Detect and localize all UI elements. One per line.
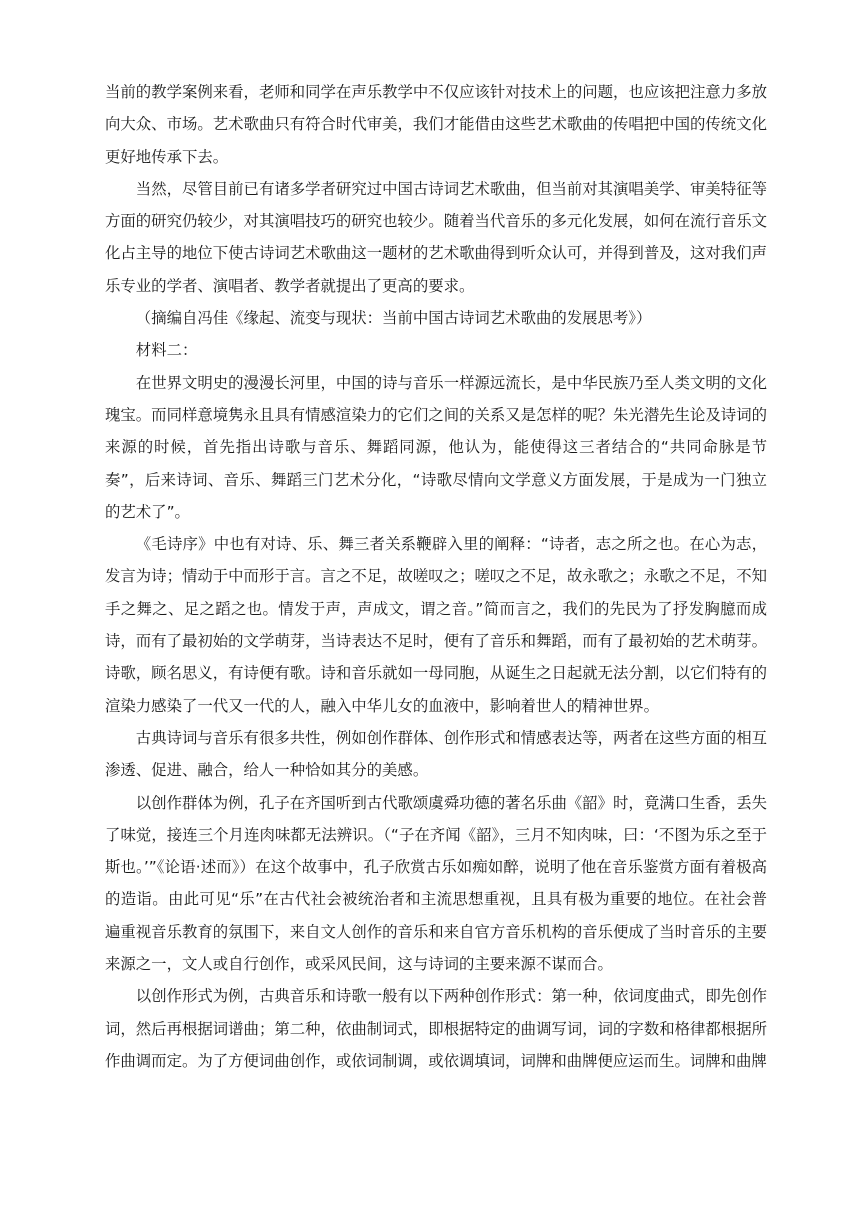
document-page: [105, 76, 767, 1077]
paragraph: 古典诗词与音乐有很多共性，例如创作群体、创作形式和情感表达等，两者在这些方面的相互渗透、促进、融合，给人一种恰如其分的美感。: [105, 728, 767, 780]
paragraph-continuation: 当前的教学案例来看，老师和同学在声乐教学中不仅应该针对技术上的问题，也应该把注意力多放向大众、市场。艺术歌曲只有符合时代审美，我们才能借由这些艺术歌曲的传唱把中国的传统文化更好地传承下去。: [105, 83, 767, 166]
paragraph: 《毛诗序》中也有对诗、乐、舞三者关系鞭辟入里的阐释：“诗者，志之所之也。在心为志，发言为诗；情动于中而形于言。言之不足，故嗟叹之；嗟叹之不足，故永歌之；永歌之不足，不知手之舞之、足之蹈之也。情发于声，声成文，谓之音。”简而言之，我们的先民为了抒发胸臆而成诗，而有了最初始的文学萌芽，当诗表达不足时，便有了音乐和舞蹈，而有了最初始的艺术萌芽。诗歌，顾名思义，有诗便有歌。诗和音乐就如一母同胞，从诞生之日起就无法分割，以它们特有的渲染力感染了一代又一代的人，融入中华儿女的血液中，影响着世人的精神世界。: [105, 535, 767, 715]
paragraph: 当然，尽管目前已有诸多学者研究过中国古诗词艺术歌曲，但当前对其演唱美学、审美特征等方面的研究仍较少，对其演唱技巧的研究也较少。随着当代音乐的多元化发展，如何在流行音乐文化占主导的地位下使古诗词艺术歌曲这一题材的艺术歌曲得到听众认可，并得到普及，这对我们声乐专业的学者、演唱者、教学者就提出了更高的要求。: [105, 179, 767, 295]
section-heading-material-two: 材料二：: [135, 341, 198, 360]
paragraph: 以创作形式为例，古典音乐和诗歌一般有以下两种创作形式：第一种，依词度曲式，即先创作词，然后再根据词谱曲；第二种，依曲制词式，即根据特定的曲调写词，词的字数和格律都根据所作曲调而定。为了方便词曲创作，或依词制调，或依调填词，词牌和曲牌便应运而生。词牌和曲牌: [105, 987, 767, 1070]
source-citation: （摘编自冯佳《缘起、流变与现状：当前中国古诗词艺术歌曲的发展思考》）: [135, 309, 652, 328]
paragraph: 以创作群体为例，孔子在齐国听到古代歌颂虞舜功德的著名乐曲《韶》时，竟满口生香，丢失了味觉，接连三个月连肉味都无法辨识。（“子在齐闻《韶》，三月不知肉味，曰：‘不图为乐之至于斯也。’”《论语·述而》）在这个故事中，孔子欣赏古乐如痴如醉，说明了他在音乐鉴赏方面有着极高的造诣。由此可见“乐”在古代社会被统治者和主流思想重视，且具有极为重要的地位。在社会普遍重视音乐教育的氛围下，来自文人创作的音乐和来自官方音乐机构的音乐便成了当时音乐的主要来源之一，文人或自行创作，或采风民间，这与诗词的主要来源不谋而合。: [105, 793, 767, 974]
paragraph: 在世界文明史的漫漫长河里，中国的诗与音乐一样源远流长，是中华民族乃至人类文明的文化瑰宝。而同样意境隽永且具有情感渲染力的它们之间的关系又是怎样的呢？朱光潜先生论及诗词的来源的时候，首先指出诗歌与音乐、舞蹈同源，他认为，能使得这三者结合的“共同命脉是节奏”，后来诗词、音乐、舞蹈三门艺术分化，“诗歌尽情向文学意义方面发展，于是成为一门独立的艺术了”。: [105, 373, 767, 521]
